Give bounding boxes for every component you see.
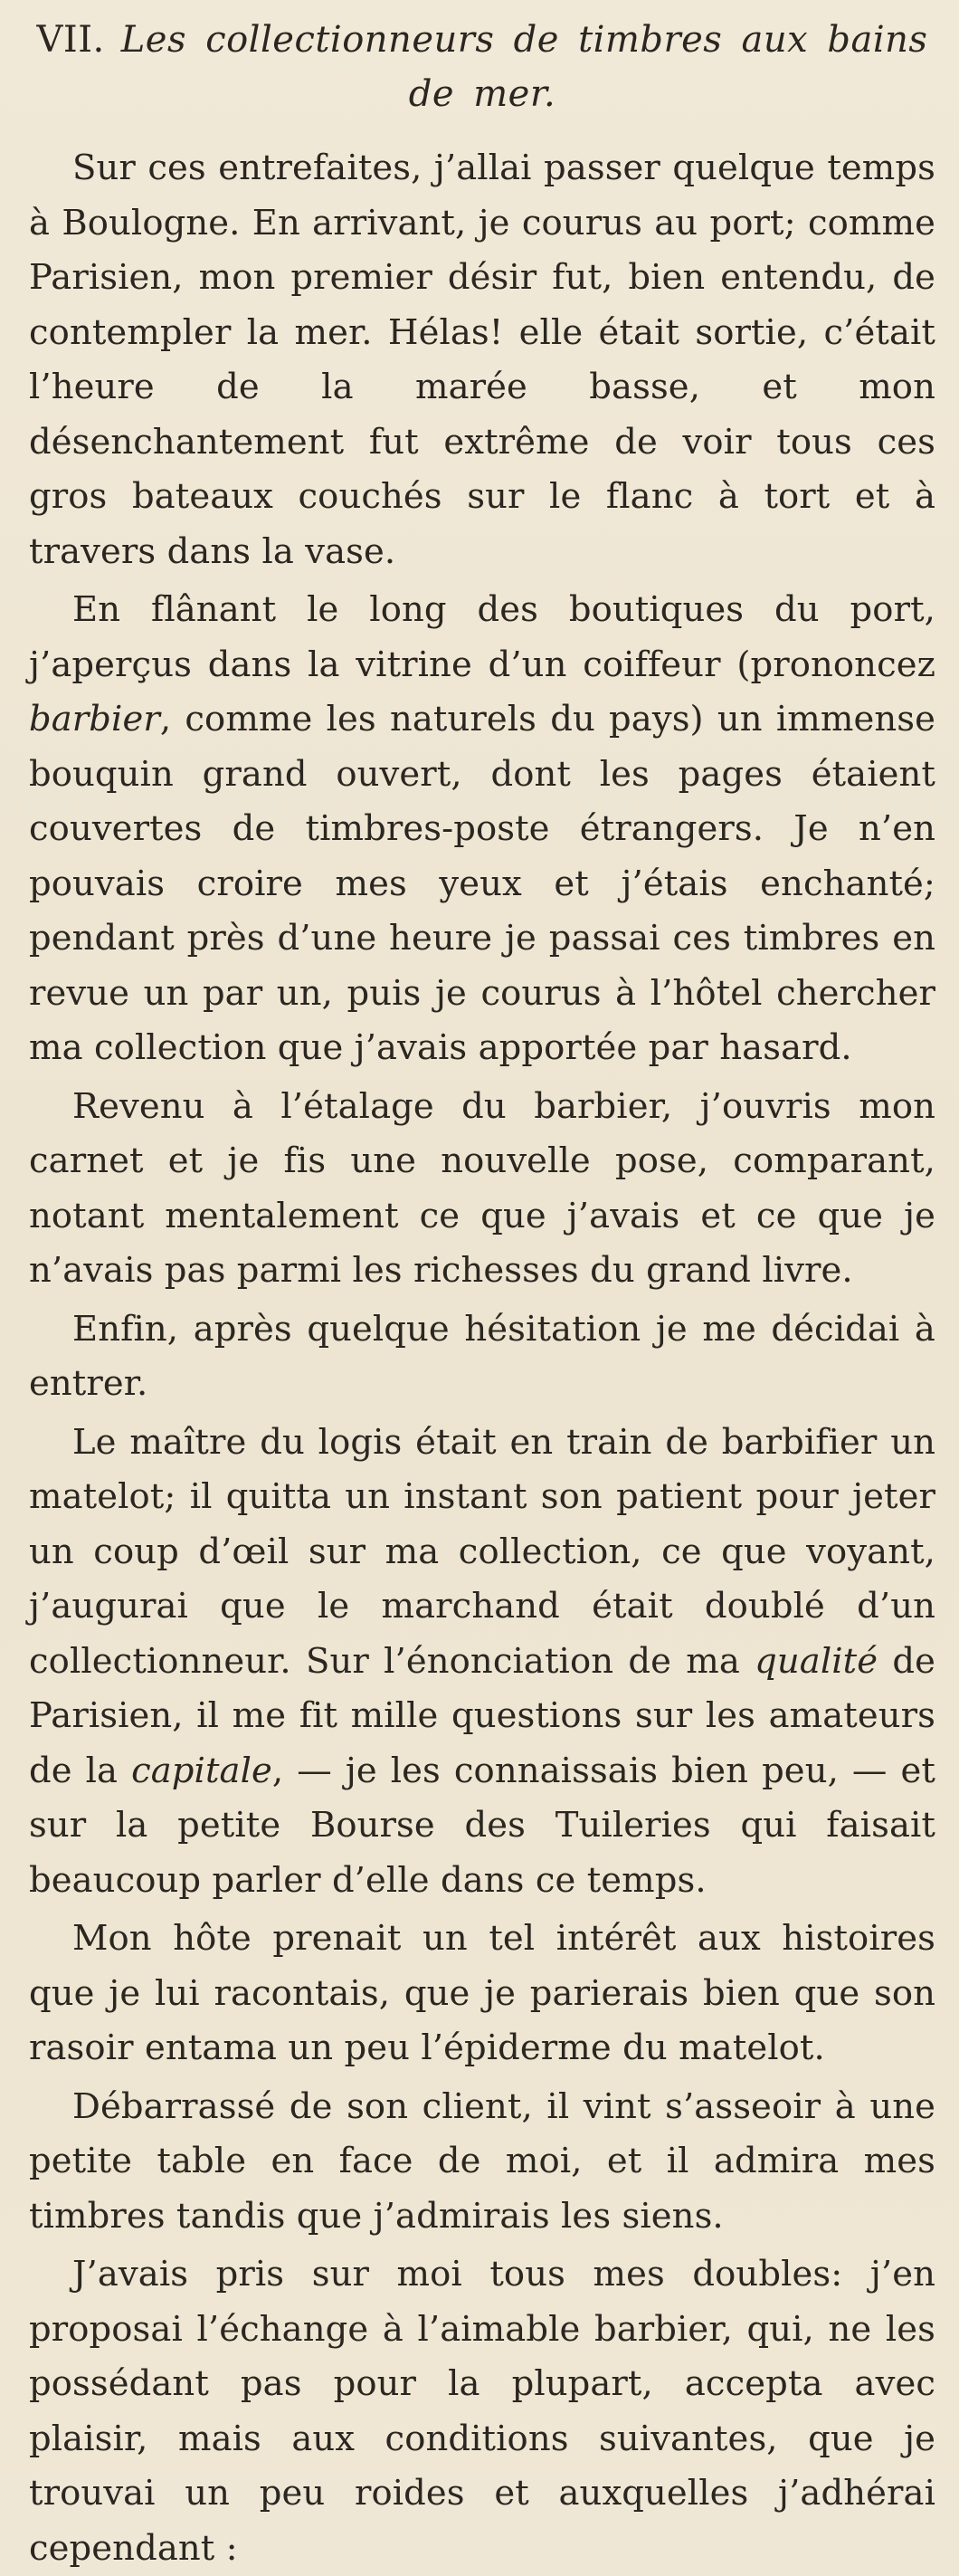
- paragraph-2-part-2: , comme les naturels du pays) un immense bouquin grand ouvert, dont les pages étaient couvertes de timbres-poste étrangers. Je n’en pouvais croire mes yeux et j’étais enchanté; pendant près d’une heure je passai ces timbres en revue un par un, puis je courus à l’hôtel chercher ma collection que j’avais apportée par hasard.: [29, 699, 935, 1068]
- chapter-title: Les collectionneurs de timbres aux bains de mer.: [120, 19, 928, 115]
- paragraph-2: [29, 583, 935, 1076]
- paragraph-5: [29, 1416, 935, 1909]
- paragraph-5-part-3: , — je les connaissais bien peu, — et sur la petite Bourse des Tuileries qui faisait beaucoup parler d’elle dans ce temps.: [29, 1750, 935, 1901]
- paragraph-3: Revenu à l’étalage du barbier, j’ouvris mon carnet et je fis une nouvelle pose, comparant, notant mentalement ce que j’avais et ce que je n’avais pas parmi les richesses du grand livre.: [29, 1085, 935, 1291]
- paragraph-5-part-1: Le maître du logis était en train de barbifier un matelot; il quitta un instant son patient pour jeter un coup d’œil sur ma collection, ce que voyant, j’augurai que le marchand était doublé d’un collectionneur. Sur l’énonciation de ma: [29, 1421, 935, 1682]
- paragraph-5-part-2: de Parisien, il me fit mille questions sur les amateurs de la: [29, 1640, 935, 1791]
- paragraph-2-part-1: En flânant le long des boutiques du port, j’aperçus dans la vitrine d’un coiffeur (prononcez: [29, 589, 935, 685]
- paragraph-4: Enfin, après quelque hésitation je me décidai à entrer.: [29, 1308, 935, 1404]
- paragraph-5-italic-capitale: capitale: [131, 1750, 272, 1791]
- chapter-heading: [29, 13, 935, 121]
- paragraph-2-italic-barbier: barbier: [29, 699, 160, 739]
- chapter-number: VII.: [36, 19, 105, 61]
- paragraph-7: Débarrassé de son client, il vint s’asseoir à une petite table en face de moi, et il admira mes timbres tandis que j’admirais les siens.: [29, 2085, 935, 2237]
- paragraph-8: J’avais pris sur moi tous mes doubles: j’en proposai l’échange à l’aimable barbier, qui, ne les possédant pas pour la plupart, accepta avec plaisir, mais aux conditions suivantes, que je trouvai un peu roides et auxquelles j’adhérai cependant :: [29, 2254, 935, 2569]
- paragraph-5-italic-qualite: qualité: [755, 1640, 878, 1682]
- paragraph-6: Mon hôte prenait un tel intérêt aux histoires que je lui racontais, que je parierais bien que son rasoir entama un peu l’épiderme du matelot.: [29, 1918, 935, 2068]
- paragraph-1: Sur ces entrefaites, j’allai passer quelque temps à Boulogne. En arrivant, je courus au port; comme Parisien, mon premier désir fut, bien entendu, de contempler la mer. Hélas! elle était sortie, c’était l’heure de la marée basse, et mon désenchantement fut extrême de voir tous ces gros bateaux couchés sur le flanc à tort et à travers dans la vase.: [29, 148, 935, 572]
